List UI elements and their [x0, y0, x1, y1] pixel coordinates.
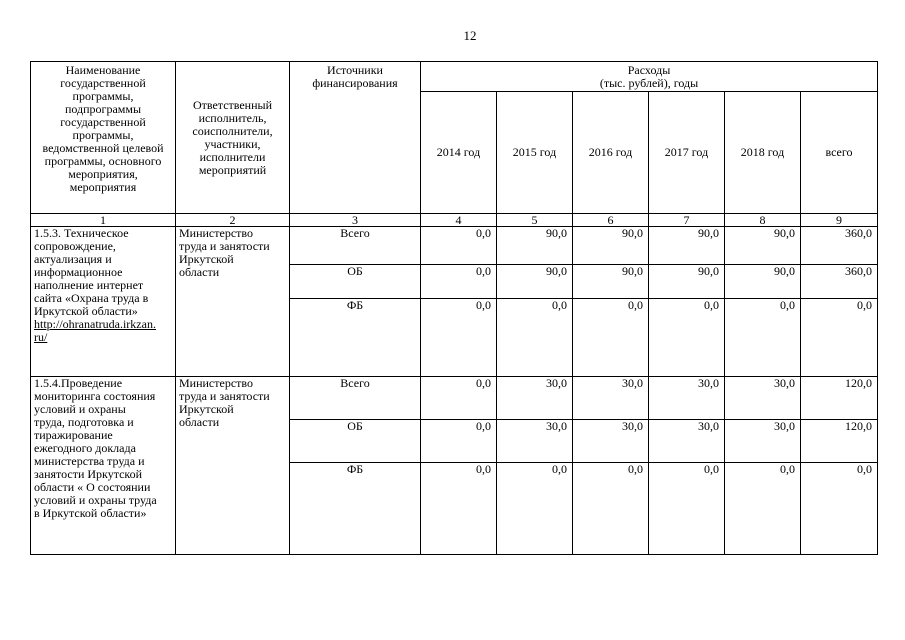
value-cell: 90,0: [573, 227, 649, 265]
source-cell: ФБ: [290, 463, 421, 555]
value-cell: 90,0: [497, 265, 573, 299]
value-cell: 0,0: [649, 463, 725, 555]
value-cell: 120,0: [801, 420, 878, 463]
value-cell: 90,0: [725, 265, 801, 299]
index-cell: 3: [290, 214, 421, 227]
activity-executor: Министерство труда и занятости Иркутской области: [176, 227, 290, 377]
value-cell: 30,0: [497, 420, 573, 463]
header-year-2014: 2014 год: [421, 92, 497, 214]
header-year-2015: 2015 год: [497, 92, 573, 214]
value-cell: 0,0: [421, 227, 497, 265]
header-year-2017: 2017 год: [649, 92, 725, 214]
value-cell: 0,0: [421, 420, 497, 463]
header-name: Наименование государственной программы, подпрограммы государственной программы, ведомственной целевой программы, основного мероприятия, мероприятия: [31, 62, 176, 214]
header-year-2018: 2018 год: [725, 92, 801, 214]
value-cell: 0,0: [497, 463, 573, 555]
value-cell: 0,0: [497, 299, 573, 377]
activity-name-text: 1.5.3. Техническое сопровождение, актуализация и информационное наполнение интернет сайта «Охрана труда в Иркутской области»: [34, 226, 149, 318]
activity-name: 1.5.4.Проведение мониторинга состояния условий и охраны труда, подготовка и тиражирование ежегодного доклада министерства труда и занятости Иркутской области « О состоянии условий и охраны труда в Иркутской области»: [31, 377, 176, 555]
value-cell: 90,0: [649, 227, 725, 265]
value-cell: 0,0: [421, 377, 497, 420]
website-link[interactable]: http://ohranatruda.irkzan. ru/: [34, 317, 156, 344]
value-cell: 90,0: [497, 227, 573, 265]
value-cell: 90,0: [725, 227, 801, 265]
header-year-2016: 2016 год: [573, 92, 649, 214]
header-total: всего: [801, 92, 878, 214]
value-cell: 0,0: [725, 299, 801, 377]
index-cell: 1: [31, 214, 176, 227]
value-cell: 30,0: [497, 377, 573, 420]
index-cell: 6: [573, 214, 649, 227]
value-cell: 0,0: [421, 265, 497, 299]
value-cell: 0,0: [801, 299, 878, 377]
page-number: 12: [463, 28, 477, 43]
value-cell: 30,0: [725, 377, 801, 420]
index-cell: 4: [421, 214, 497, 227]
value-cell: 0,0: [649, 299, 725, 377]
value-cell: 0,0: [573, 463, 649, 555]
source-cell: ФБ: [290, 299, 421, 377]
source-cell: ОБ: [290, 420, 421, 463]
value-cell: 0,0: [725, 463, 801, 555]
value-cell: 0,0: [801, 463, 878, 555]
index-cell: 2: [176, 214, 290, 227]
index-cell: 5: [497, 214, 573, 227]
activity-executor: Министерство труда и занятости Иркутской области: [176, 377, 290, 555]
header-executor: Ответственный исполнитель, соисполнители, участники, исполнители мероприятий: [176, 62, 290, 214]
header-sources: Источники финансирования: [290, 62, 421, 214]
activity-name: [31, 227, 176, 377]
header-expenses: Расходы (тыс. рублей), годы: [421, 62, 878, 92]
index-cell: 7: [649, 214, 725, 227]
value-cell: 30,0: [649, 420, 725, 463]
value-cell: 30,0: [725, 420, 801, 463]
value-cell: 360,0: [801, 265, 878, 299]
value-cell: 0,0: [573, 299, 649, 377]
value-cell: 0,0: [421, 299, 497, 377]
value-cell: 120,0: [801, 377, 878, 420]
index-cell: 8: [725, 214, 801, 227]
value-cell: 30,0: [573, 420, 649, 463]
source-cell: ОБ: [290, 265, 421, 299]
value-cell: 30,0: [573, 377, 649, 420]
value-cell: 0,0: [421, 463, 497, 555]
index-cell: 9: [801, 214, 878, 227]
source-cell: Всего: [290, 377, 421, 420]
budget-table: [30, 61, 878, 555]
value-cell: 90,0: [649, 265, 725, 299]
value-cell: 360,0: [801, 227, 878, 265]
value-cell: 30,0: [649, 377, 725, 420]
source-cell: Всего: [290, 227, 421, 265]
value-cell: 90,0: [573, 265, 649, 299]
